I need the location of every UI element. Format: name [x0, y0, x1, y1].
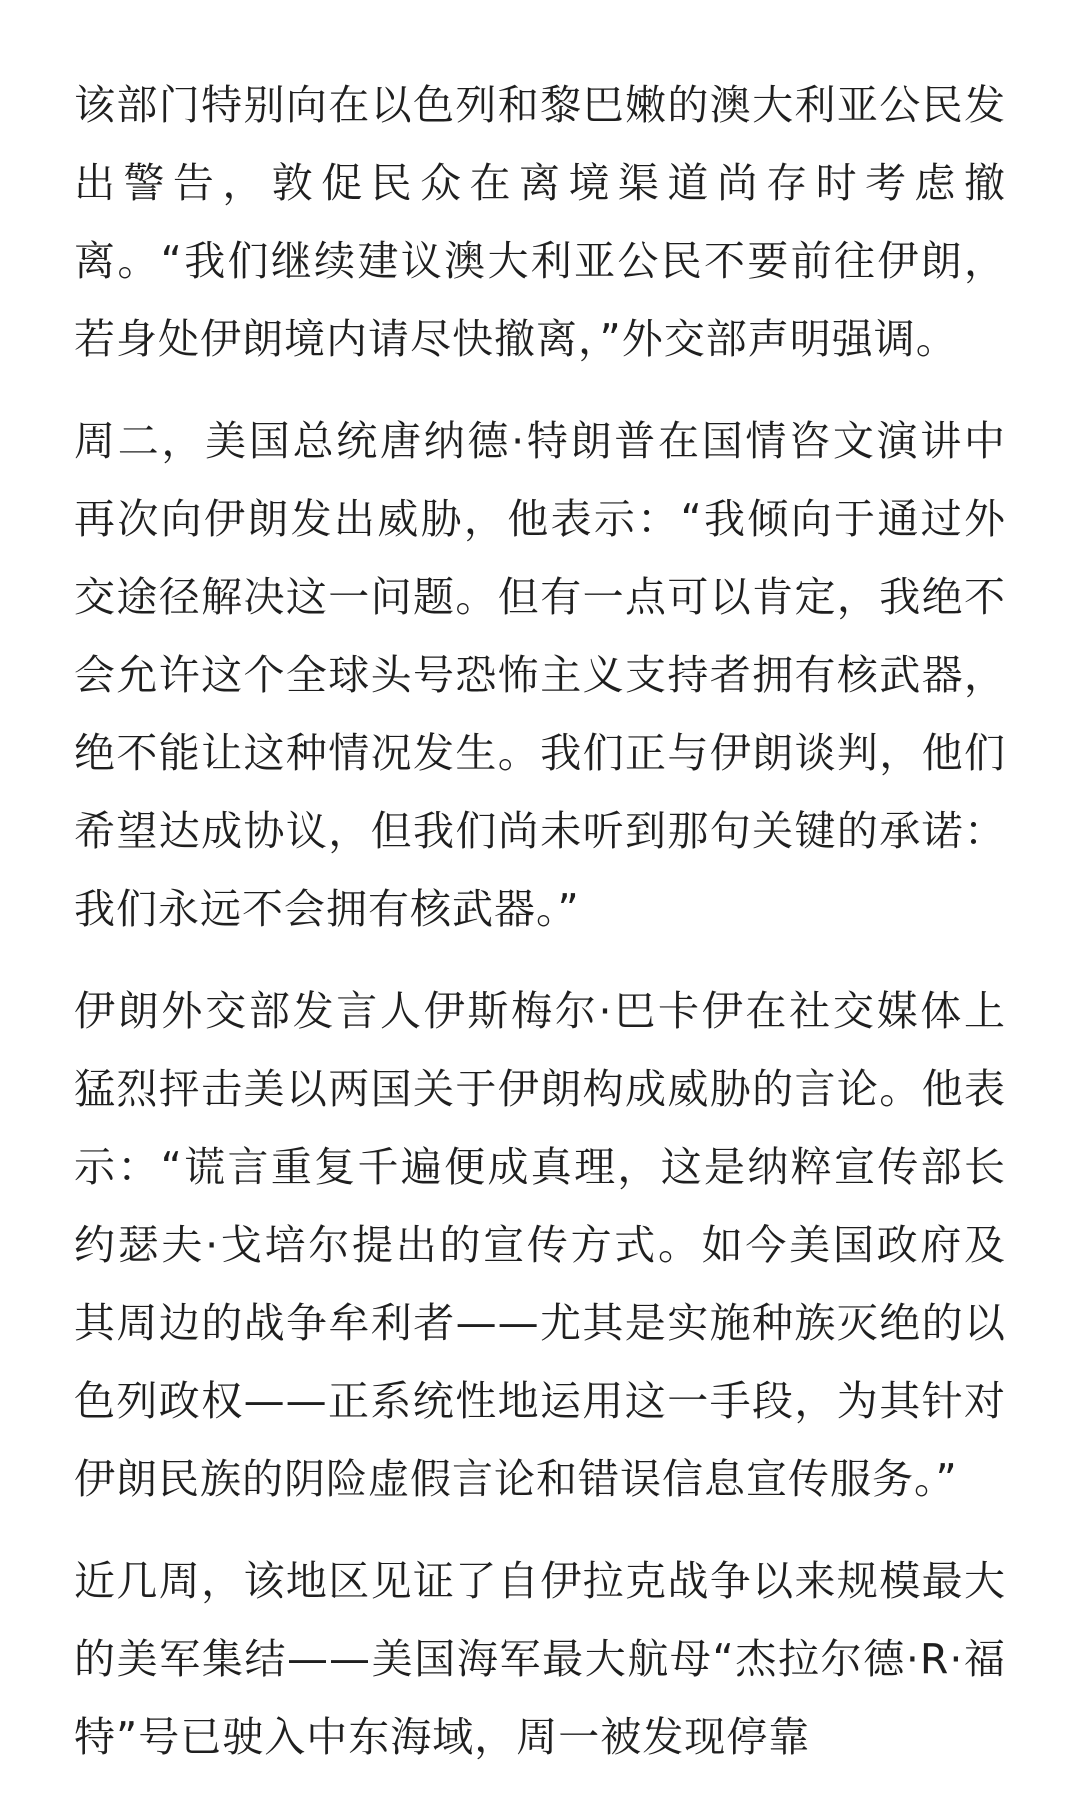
paragraph-4: 近几周，该地区见证了自伊拉克战争以来规模最大的美军集结——美国海军最大航母“杰拉尔德·R·福特”号已驶入中东海域，周一被发现停靠 [74, 1557, 1006, 1761]
paragraph-2: 周二，美国总统唐纳德·特朗普在国情咨文演讲中再次向伊朗发出威胁，他表示：“我倾向于通过外交途径解决这一问题。但有一点可以肯定，我绝不会允许这个全球头号恐怖主义支持者拥有核武器，绝不能让这种情况发生。我们正与伊朗谈判，他们希望达成协议，但我们尚未听到那句关键的承诺：我们永远不会拥有核武器。” [74, 417, 1006, 933]
paragraph-1: 该部门特别向在以色列和黎巴嫩的澳大利亚公民发出警告，敦促民众在离境渠道尚存时考虑撤离。“我们继续建议澳大利亚公民不要前往伊朗，若身处伊朗境内请尽快撤离，”外交部声明强调。 [74, 81, 1006, 363]
article-body [74, 66, 1006, 1800]
paragraph-3: 伊朗外交部发言人伊斯梅尔·巴卡伊在社交媒体上猛烈抨击美以两国关于伊朗构成威胁的言论。他表示：“谎言重复千遍便成真理，这是纳粹宣传部长约瑟夫·戈培尔提出的宣传方式。如今美国政府及其周边的战争牟利者——尤其是实施种族灭绝的以色列政权——正系统性地运用这一手段，为其针对伊朗民族的阴险虚假言论和错误信息宣传服务。” [74, 987, 1006, 1503]
